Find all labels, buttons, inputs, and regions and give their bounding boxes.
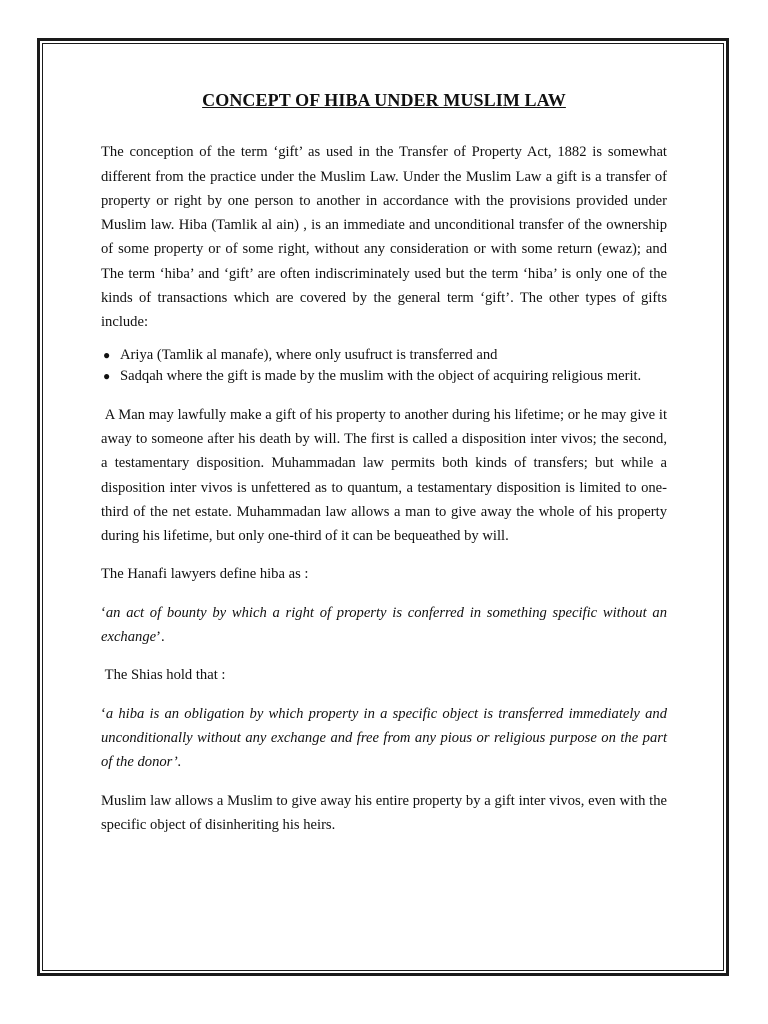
document-title: CONCEPT OF HIBA UNDER MUSLIM LAW (202, 90, 566, 110)
list-item (101, 345, 667, 366)
gift-types-list (101, 345, 667, 387)
list-item-text: Ariya (Tamlik al manafe), where only usufruct is transferred and (120, 346, 498, 363)
bullet-icon: ● (103, 347, 111, 362)
disposition-paragraph: A Man may lawfully make a gift of his property to another during his lifetime; or he may give it away to someone after his death by will. The first is called a disposition inter vivos; the second, a testamentary disposition. Muhammadan law permits both kinds of transfers; but while a disposition inter vivos is unfettered as to quantum, a testamentary disposition is limited to one-third of the net estate. Muhammadan law allows a man to give away the whole of his property during his lifetime, but only one-third of it can be bequeathed by will. (101, 406, 671, 545)
shia-intro: The Shias hold that : (101, 667, 226, 684)
quote-open-mark: ‘ (101, 604, 106, 621)
quote-open-mark: ‘ (101, 705, 106, 722)
closing-paragraph: Muslim law allows a Muslim to give away his entire property by a gift inter vivos, even with the specific object of disinheriting his heirs. (101, 792, 667, 833)
list-item (101, 366, 667, 387)
bullet-icon: ● (103, 368, 111, 383)
shia-quote-text: a hiba is an obligation by which property in a specific object is transferred immediately and unconditionally without any exchange and free from any pious or religious purpose on the part of the donor’. (101, 705, 667, 771)
hanafi-quote-text: an act of bounty by which a right of property is conferred in something specific without an exchange (101, 604, 667, 646)
intro-paragraph: The conception of the term ‘gift’ as used in the Transfer of Property Act, 1882 is somewhat different from the practice under the Muslim Law. Under the Muslim Law a gift is a transfer of property or right by one person to another in accordance with the provisions provided under Muslim law. Hiba (Tamlik al ain) , is an immediate and unconditional transfer of the ownership of some property or of some right, without any consideration or with some return (ewaz); and The term ‘hiba’ and ‘gift’ are often indiscriminately used but the term ‘hiba’ is only one of the kinds of transactions which are covered by the general term ‘gift’. The other types of gifts include: (101, 144, 667, 331)
document-body (101, 88, 671, 837)
shia-quote (101, 702, 667, 775)
quote-close-mark: ’. (156, 629, 165, 646)
hanafi-intro: The Hanafi lawyers define hiba as : (101, 566, 309, 583)
hanafi-quote (101, 601, 667, 650)
list-item-text: Sadqah where the gift is made by the muslim with the object of acquiring religious merit. (120, 367, 642, 384)
